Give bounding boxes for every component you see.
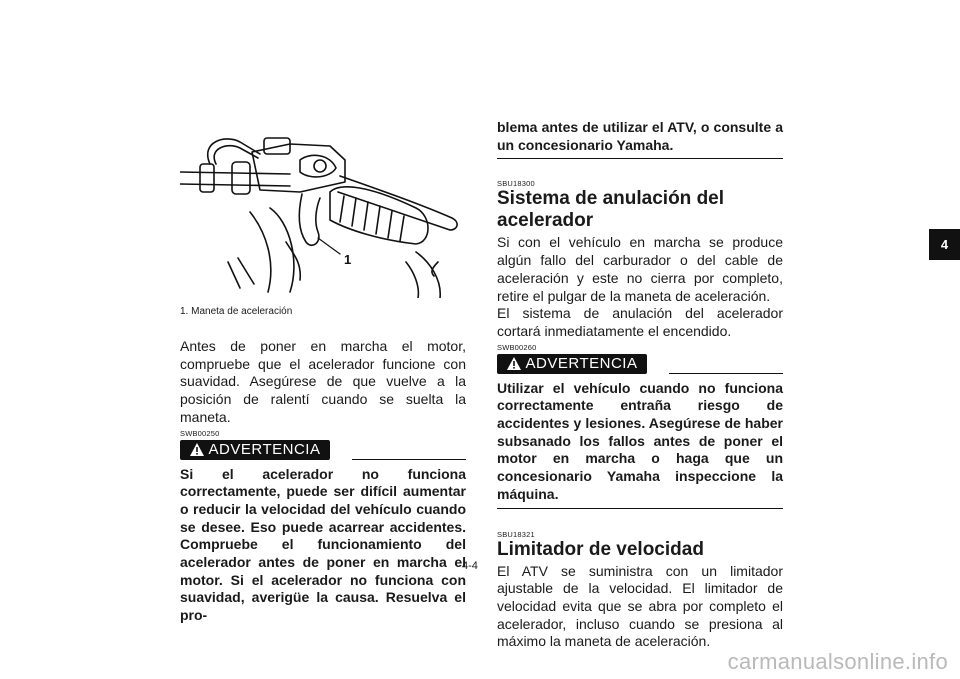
warning-triangle-icon (190, 443, 204, 456)
warning-end-rule (497, 508, 783, 509)
figure-caption: 1. Maneta de aceleración (180, 306, 293, 317)
intro-paragraph: Antes de poner en marcha el motor, compruebe que el acelerador funcione con suavidad. Asegúrese de que vuelve a la posición de ralentí cuando se suelta la maneta. (180, 338, 466, 425)
warning-text: Utilizar el vehículo cuando no funciona correctamente entraña riesgo de accidentes y lesiones. Asegúrese de haber subsanado los fallos antes de poner el motor en marcha o haga que un concesionario Yamaha inspeccione la máquina. (497, 379, 783, 502)
warning-continued-text: blema antes de utilizar el ATV, o consulte a un concesionario Yamaha. (497, 119, 783, 153)
chapter-tab: 4 (929, 229, 960, 260)
warning-end-rule (497, 158, 783, 159)
section-code: SBU18321 (497, 529, 535, 539)
section-title-speed-limiter: Limitador de velocidad (497, 538, 704, 560)
watermark: carmanualsonline.info (727, 649, 948, 674)
right-column (497, 119, 783, 651)
warning-label-box (497, 354, 647, 374)
warning-label-box (180, 440, 330, 460)
section-text-speed-limiter: El ATV se suministra con un limitador ajustable de la velocidad. El limitador de velocidad evita que se abra por completo el acelerador, incluso cuando se presiona al máximo la maneta de aceleración. (497, 562, 783, 650)
section-text-throttle-override: Si con el vehículo en marcha se produce algún fallo del carburador o del cable de aceleración y este no cierra por completo, retire el pulgar de la maneta de aceleración. El sistema de anulación del acelerador cortará inmediatamente el encendido. (497, 234, 783, 339)
warning-header (497, 354, 783, 376)
warning-text: Si el acelerador no funciona correctamente, puede ser difícil aumentar o reducir la velocidad del vehículo cuando se desee. Eso puede acarrear accidentes. Compruebe el funcionamiento del acelerador antes de poner en marcha el motor. Si el acelerador no funciona con suavidad, averigüe la causa. Resuelva el pro- (180, 465, 466, 624)
left-column (180, 338, 466, 625)
warning-code: SWB00250 (180, 428, 220, 438)
warning-triangle-icon (507, 357, 521, 370)
warning-label: ADVERTENCIA (525, 355, 638, 373)
section-title-throttle-override: Sistema de anulación del acelerador (497, 188, 725, 232)
section-code: SBU18300 (497, 179, 535, 189)
warning-code: SWB00260 (497, 342, 537, 352)
throttle-lever-illustration (180, 112, 466, 298)
warning-label: ADVERTENCIA (208, 441, 321, 459)
warning-rule (669, 373, 783, 374)
warning-rule (352, 459, 466, 460)
page-number: 4-4 (462, 560, 478, 572)
warning-header (180, 440, 466, 462)
callout-number: 1 (344, 252, 352, 267)
